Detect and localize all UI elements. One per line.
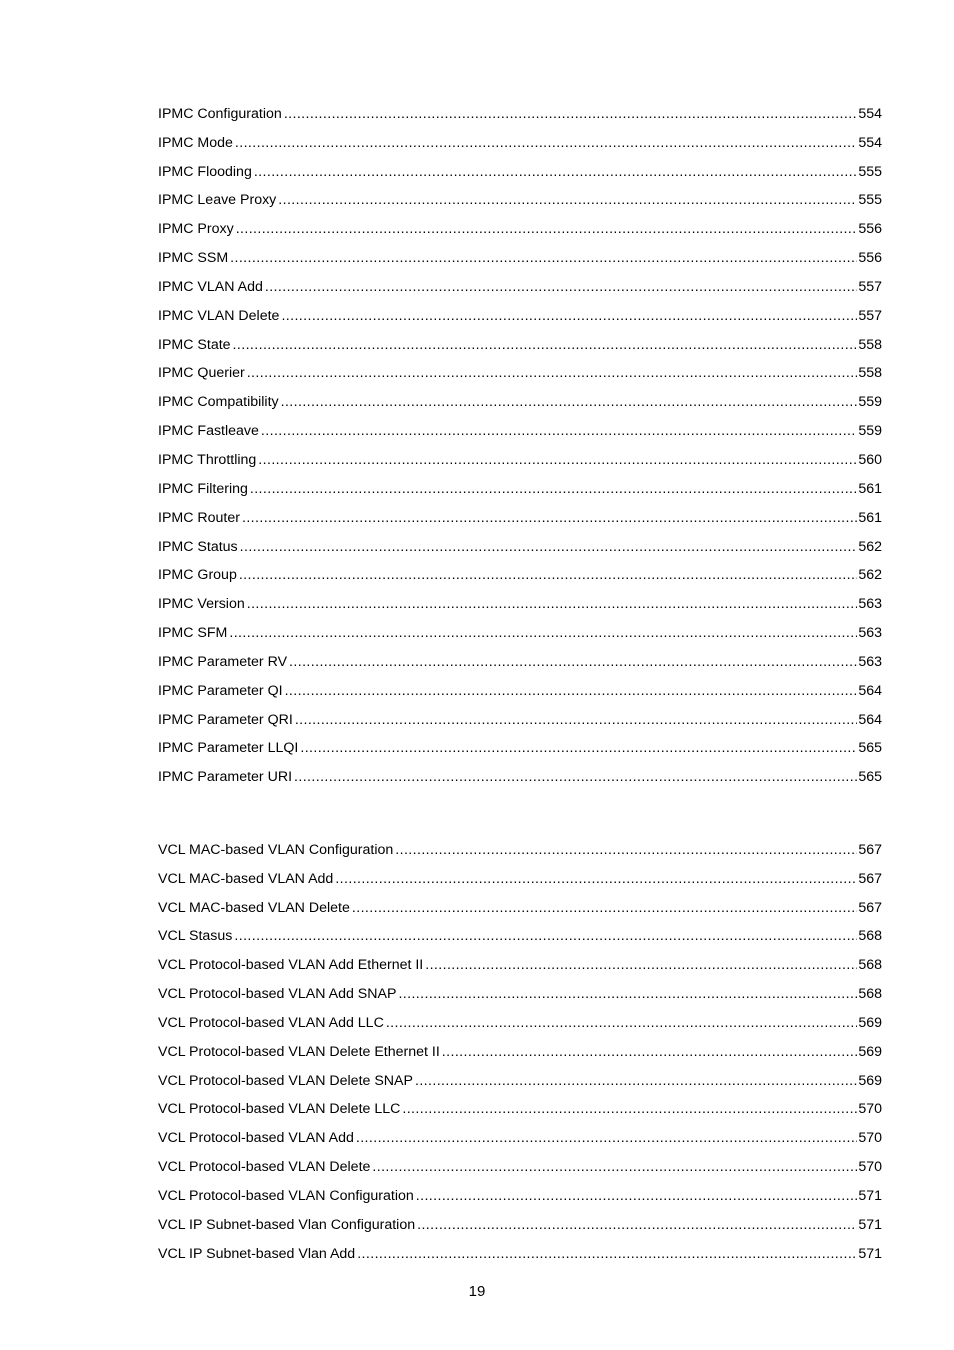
toc-dot-leader bbox=[242, 509, 857, 527]
toc-entry-title: IPMC SSM bbox=[158, 250, 229, 267]
toc-entry-page-number: 558 bbox=[858, 365, 882, 382]
toc-section-vcl bbox=[158, 830, 882, 1263]
toc-entry-title: VCL Protocol-based VLAN Delete Ethernet II bbox=[158, 1043, 440, 1060]
toc-entry-page-number: 571 bbox=[858, 1187, 882, 1204]
toc-dot-leader bbox=[250, 480, 857, 498]
toc-entry-title: IPMC Parameter QI bbox=[158, 682, 283, 699]
toc-dot-leader bbox=[415, 1072, 857, 1090]
toc-dot-leader bbox=[402, 1100, 857, 1118]
toc-entry-title: VCL MAC-based VLAN Configuration bbox=[158, 841, 394, 858]
toc-dot-leader bbox=[254, 163, 857, 181]
toc-entry[interactable] bbox=[158, 382, 882, 411]
toc-dot-leader bbox=[281, 393, 858, 411]
toc-entry-page-number: 563 bbox=[858, 625, 882, 642]
toc-dot-leader bbox=[417, 1216, 857, 1234]
toc-dot-leader bbox=[233, 336, 858, 354]
toc-dot-leader bbox=[258, 451, 857, 469]
toc-entry-page-number: 564 bbox=[858, 682, 882, 699]
toc-entry[interactable] bbox=[158, 671, 882, 700]
toc-entry-page-number: 556 bbox=[858, 221, 882, 238]
toc-entry-title: VCL MAC-based VLAN Add bbox=[158, 870, 334, 887]
toc-entry[interactable] bbox=[158, 584, 882, 613]
toc-entry-page-number: 567 bbox=[858, 870, 882, 887]
toc-entry[interactable] bbox=[158, 1090, 882, 1119]
toc-entry[interactable] bbox=[158, 700, 882, 729]
toc-entry-page-number: 570 bbox=[858, 1159, 882, 1176]
toc-entry-page-number: 567 bbox=[858, 899, 882, 916]
toc-entry[interactable] bbox=[158, 556, 882, 585]
toc-entry[interactable] bbox=[158, 325, 882, 354]
toc-entry-page-number: 556 bbox=[858, 250, 882, 267]
toc-entry-page-number: 555 bbox=[858, 163, 882, 180]
toc-entry-title: IPMC Querier bbox=[158, 365, 245, 382]
toc-entry-title: VCL Protocol-based VLAN Configuration bbox=[158, 1187, 414, 1204]
toc-entry[interactable] bbox=[158, 1003, 882, 1032]
toc-entry[interactable] bbox=[158, 1205, 882, 1234]
toc-entry[interactable] bbox=[158, 267, 882, 296]
toc-entry-page-number: 557 bbox=[858, 278, 882, 295]
toc-entry[interactable] bbox=[158, 94, 882, 123]
toc-entry[interactable] bbox=[158, 1234, 882, 1263]
toc-entry-title: IPMC VLAN Add bbox=[158, 278, 263, 295]
toc-dot-leader bbox=[357, 1245, 857, 1263]
toc-dot-leader bbox=[247, 595, 858, 613]
toc-entry[interactable] bbox=[158, 1061, 882, 1090]
toc-entry-page-number: 557 bbox=[858, 307, 882, 324]
toc-entry-page-number: 571 bbox=[858, 1245, 882, 1262]
toc-entry[interactable] bbox=[158, 757, 882, 786]
toc-entry-page-number: 563 bbox=[858, 653, 882, 670]
toc-dot-leader bbox=[294, 768, 857, 786]
toc-entry[interactable] bbox=[158, 830, 882, 859]
toc-entry-page-number: 561 bbox=[858, 480, 882, 497]
toc-dot-leader bbox=[395, 841, 857, 859]
toc-dot-leader bbox=[247, 364, 858, 382]
toc-entry-page-number: 568 bbox=[858, 957, 882, 974]
toc-dot-leader bbox=[284, 105, 858, 123]
toc-entry-title: IPMC Leave Proxy bbox=[158, 192, 277, 209]
toc-entry-page-number: 561 bbox=[858, 509, 882, 526]
toc-entry-title: IPMC Configuration bbox=[158, 105, 282, 122]
toc-entry[interactable] bbox=[158, 1176, 882, 1205]
toc-entry-title: VCL Protocol-based VLAN Delete bbox=[158, 1159, 371, 1176]
toc-entry[interactable] bbox=[158, 498, 882, 527]
toc-entry[interactable] bbox=[158, 888, 882, 917]
toc-entry-page-number: 554 bbox=[858, 105, 882, 122]
toc-dot-leader bbox=[285, 682, 858, 700]
toc-dot-leader bbox=[442, 1043, 858, 1061]
toc-entry[interactable] bbox=[158, 152, 882, 181]
toc-dot-leader bbox=[234, 927, 857, 945]
toc-dot-leader bbox=[281, 307, 857, 325]
toc-entry-title: IPMC Mode bbox=[158, 134, 233, 151]
toc-dot-leader bbox=[230, 249, 857, 267]
toc-entry-title: IPMC Version bbox=[158, 596, 245, 613]
toc-entry-page-number: 558 bbox=[858, 336, 882, 353]
toc-dot-leader bbox=[416, 1187, 858, 1205]
toc-dot-leader bbox=[352, 899, 857, 917]
toc-entry[interactable] bbox=[158, 123, 882, 152]
toc-dot-leader bbox=[425, 956, 857, 974]
toc-entry-title: VCL Protocol-based VLAN Delete LLC bbox=[158, 1101, 401, 1118]
toc-entry-page-number: 560 bbox=[858, 451, 882, 468]
toc-dot-leader bbox=[229, 624, 857, 642]
toc-entry-page-number: 569 bbox=[858, 1014, 882, 1031]
toc-entry-page-number: 570 bbox=[858, 1101, 882, 1118]
toc-entry[interactable] bbox=[158, 945, 882, 974]
toc-entry[interactable] bbox=[158, 527, 882, 556]
toc-dot-leader bbox=[300, 739, 857, 757]
toc-entry-page-number: 563 bbox=[858, 596, 882, 613]
toc-entry[interactable] bbox=[158, 642, 882, 671]
toc-entry[interactable] bbox=[158, 209, 882, 238]
toc-entry-page-number: 562 bbox=[858, 538, 882, 555]
toc-entry[interactable] bbox=[158, 613, 882, 642]
toc-entry-page-number: 559 bbox=[858, 394, 882, 411]
toc-entry-title: IPMC Compatibility bbox=[158, 394, 279, 411]
toc-entry[interactable] bbox=[158, 859, 882, 888]
toc-entry-title: VCL Protocol-based VLAN Delete SNAP bbox=[158, 1072, 413, 1089]
toc-entry-title: IPMC VLAN Delete bbox=[158, 307, 280, 324]
toc-entry-title: IPMC Parameter URI bbox=[158, 769, 293, 786]
toc-entry[interactable] bbox=[158, 1032, 882, 1061]
toc-entry-title: VCL Protocol-based VLAN Add LLC bbox=[158, 1014, 384, 1031]
toc-dot-leader bbox=[372, 1158, 857, 1176]
toc-dot-leader bbox=[240, 538, 858, 556]
toc-entry-page-number: 564 bbox=[858, 711, 882, 728]
toc-entry-title: IPMC Parameter RV bbox=[158, 653, 288, 670]
toc-entry-page-number: 569 bbox=[858, 1072, 882, 1089]
toc-entry-page-number: 562 bbox=[858, 567, 882, 584]
toc-dot-leader bbox=[235, 134, 857, 152]
toc-entry[interactable] bbox=[158, 974, 882, 1003]
toc-entry[interactable] bbox=[158, 354, 882, 383]
toc-entry-title: VCL Protocol-based VLAN Add SNAP bbox=[158, 986, 397, 1003]
toc-dot-leader bbox=[239, 566, 857, 584]
toc-entry-page-number: 565 bbox=[858, 740, 882, 757]
toc-section-ipmc bbox=[158, 94, 882, 786]
toc-entry-title: IPMC Group bbox=[158, 567, 237, 584]
toc-dot-leader bbox=[398, 985, 857, 1003]
toc-dot-leader bbox=[289, 653, 857, 671]
toc-entry[interactable] bbox=[158, 181, 882, 210]
toc-entry-title: VCL IP Subnet-based Vlan Add bbox=[158, 1245, 356, 1262]
toc-entry-title: IPMC Flooding bbox=[158, 163, 252, 180]
toc-entry-title: IPMC Parameter QRI bbox=[158, 711, 293, 728]
toc-entry-page-number: 555 bbox=[858, 192, 882, 209]
toc-dot-leader bbox=[236, 220, 858, 238]
toc-entry-title: VCL IP Subnet-based Vlan Configuration bbox=[158, 1216, 416, 1233]
toc-entry-title: IPMC Router bbox=[158, 509, 240, 526]
toc-entry-page-number: 565 bbox=[858, 769, 882, 786]
toc-dot-leader bbox=[386, 1014, 858, 1032]
toc-dot-leader bbox=[261, 422, 857, 440]
toc-entry[interactable] bbox=[158, 729, 882, 758]
toc-dot-leader bbox=[356, 1129, 857, 1147]
toc-entry-page-number: 567 bbox=[858, 841, 882, 858]
toc-entry[interactable] bbox=[158, 917, 882, 946]
page-number: 19 bbox=[468, 1283, 486, 1300]
toc-entry-title: IPMC Throttling bbox=[158, 451, 257, 468]
toc-dot-leader bbox=[278, 191, 857, 209]
toc-entry-title: VCL Protocol-based VLAN Add Ethernet II bbox=[158, 957, 424, 974]
toc-entry-title: IPMC Status bbox=[158, 538, 238, 555]
toc-entry-page-number: 568 bbox=[858, 986, 882, 1003]
toc-entry[interactable] bbox=[158, 440, 882, 469]
toc-entry[interactable] bbox=[158, 1118, 882, 1147]
toc-entry-title: IPMC Filtering bbox=[158, 480, 248, 497]
toc-entry-title: VCL Stasus bbox=[158, 928, 233, 945]
toc-entry[interactable] bbox=[158, 469, 882, 498]
toc-entry-title: IPMC SFM bbox=[158, 625, 228, 642]
toc-entry[interactable] bbox=[158, 1147, 882, 1176]
toc-entry[interactable] bbox=[158, 296, 882, 325]
toc-entry-title: VCL Protocol-based VLAN Add bbox=[158, 1130, 354, 1147]
toc-entry-title: IPMC State bbox=[158, 336, 231, 353]
toc-dot-leader bbox=[265, 278, 857, 296]
toc-entry-title: IPMC Fastleave bbox=[158, 423, 259, 440]
toc-entry-page-number: 559 bbox=[858, 423, 882, 440]
toc-entry-title: VCL MAC-based VLAN Delete bbox=[158, 899, 350, 916]
toc-entry-title: IPMC Proxy bbox=[158, 221, 234, 238]
toc-dot-leader bbox=[335, 870, 857, 888]
toc-dot-leader bbox=[295, 711, 858, 729]
toc-entry[interactable] bbox=[158, 411, 882, 440]
toc-entry[interactable] bbox=[158, 238, 882, 267]
toc-entry-page-number: 554 bbox=[858, 134, 882, 151]
toc-entry-page-number: 568 bbox=[858, 928, 882, 945]
toc-entry-title: IPMC Parameter LLQI bbox=[158, 740, 299, 757]
toc-entry-page-number: 570 bbox=[858, 1130, 882, 1147]
toc-entry-page-number: 571 bbox=[858, 1216, 882, 1233]
toc-entry-page-number: 569 bbox=[858, 1043, 882, 1060]
